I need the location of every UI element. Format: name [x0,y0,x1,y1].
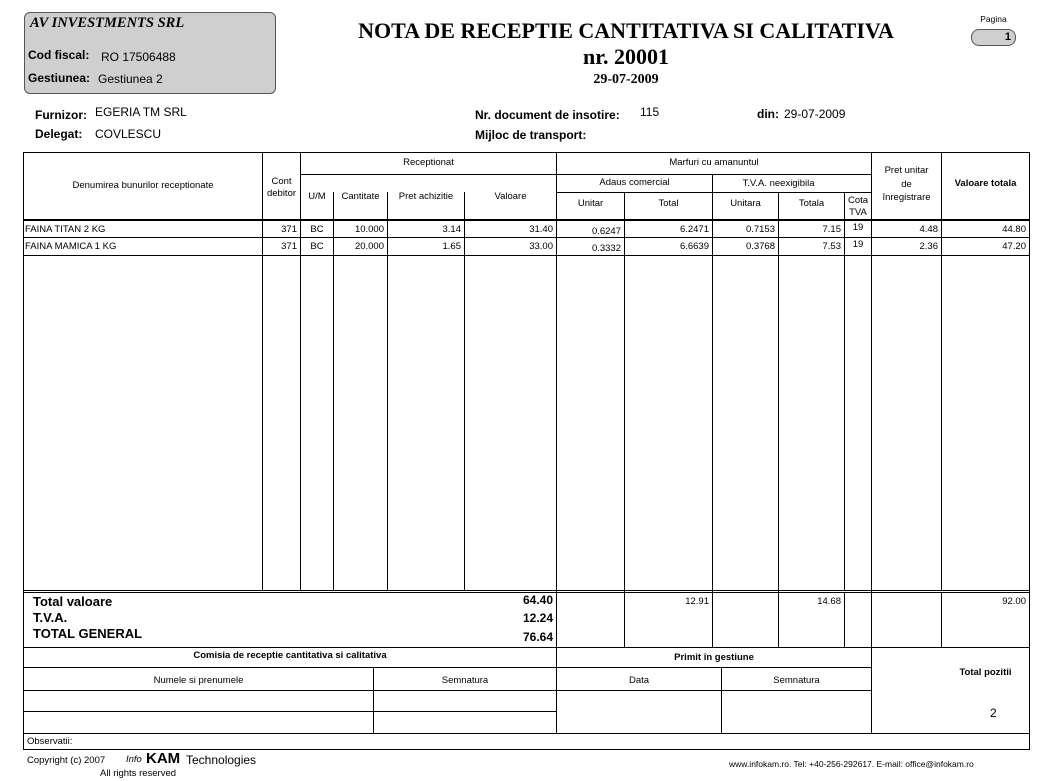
total-tva-value: 12.24 [522,611,553,625]
header-totala: Totala [798,198,825,209]
total-valoare-value: 64.40 [522,593,553,607]
row-pret-inreg: 2.36 [919,241,938,252]
total-adaos-value: 12.91 [685,596,709,607]
footer-rights: All rights reserved [100,768,177,779]
page-number: 1 [1004,31,1011,43]
header-pret-unitar-line3: înregistrare [882,192,931,203]
header-valoare-totala: Valoare totala [954,178,1017,189]
total-pozitii-label: Total pozitii [959,667,1012,678]
gestiune-value: Gestiunea 2 [98,72,163,86]
row-adaos-total: 6.6639 [679,241,709,252]
row-um: BC [310,241,324,252]
primit-data-header: Data [628,675,650,686]
header-pret-achizitie: Pret achizitie [398,191,454,202]
row-denumire: FAINA TITAN 2 KG [25,224,106,235]
row-pret: 3.14 [442,224,461,235]
row-um: BC [310,224,324,235]
primit-gestiune-title: Primit în gestiune [674,652,754,663]
commission-nume-header: Numele si prenumele [153,675,244,686]
row-pret-inreg: 4.48 [919,224,938,235]
row-tva-totala: 7.15 [822,224,841,235]
page-label: Pagina [980,14,1007,24]
total-valoare-totala-value: 92.00 [1002,596,1026,607]
delegat-value: COVLESCU [95,127,162,141]
furnizor-value: EGERIA TM SRL [95,105,187,119]
header-cont-line2: debitor [266,188,297,199]
row-tva-unitara: 0.3768 [745,241,775,252]
row-cantitate: 10.000 [354,224,384,235]
doc-label: Nr. document de insotire: [475,108,620,122]
row-denumire: FAINA MAMICA 1 KG [25,241,117,252]
row-adaos-total: 6.2471 [679,224,709,235]
footer-brand-tech: Technologies [186,753,257,767]
doc-value: 115 [640,105,660,119]
document-title: NOTA DE RECEPTIE CANTITATIVA SI CALITATIVA [358,18,894,43]
delegat-label: Delegat: [35,127,83,141]
row-valoare-totala: 47.20 [1002,241,1026,252]
header-cantitate: Cantitate [341,191,380,202]
total-general-label: TOTAL GENERAL [33,626,143,641]
commission-semnatura-header: Semnatura [441,675,489,686]
header-unitar: Unitar [577,198,604,209]
header-pret-unitar-line1: Pret unitar [884,165,929,176]
row-valoare: 31.40 [529,224,553,235]
footer-brand-info: Info [126,754,142,765]
row-cota: 19 [852,239,864,250]
footer-contact: www.infokam.ro. Tel: +40-256-292617. E-mail: office@infokam.ro [729,759,974,769]
header-denumire: Denumirea bunurilor receptionate [72,180,214,191]
gestiune-label: Gestiunea: [28,71,91,85]
mijloc-label: Mijloc de transport: [475,128,587,142]
row-valoare-totala: 44.80 [1002,224,1026,235]
row-cont: 371 [281,241,297,252]
row-pret: 1.65 [442,241,461,252]
header-valoare: Valoare [494,191,527,202]
total-tva-totala-value: 14.68 [817,596,841,607]
row-cantitate: 20.000 [354,241,384,252]
fiscal-value: RO 17506488 [101,50,176,64]
furnizor-label: Furnizor: [35,108,87,122]
row-valoare: 33.00 [529,241,553,252]
primit-semnatura-header: Semnatura [773,675,820,686]
header-cota-line2: TVA [849,207,867,218]
header-um: U/M [308,191,326,202]
header-unitara: Unitara [730,198,761,209]
document-number: nr. 20001 [583,44,669,69]
header-receptionat: Receptionat [403,157,454,168]
total-general-value: 76.64 [522,630,553,644]
row-cont: 371 [281,224,297,235]
header-cota-line1: Cota [847,195,869,206]
total-valoare-label: Total valoare [33,594,113,609]
document-date: 29-07-2009 [593,72,659,87]
row-tva-unitara: 0.7153 [745,224,775,235]
commission-title: Comisia de receptie cantitativa si calitativa [193,650,387,661]
row-tva-totala: 7.53 [822,241,841,252]
header-pret-unitar-line2: de [901,179,912,190]
row-adaos-unitar: 0.3332 [591,243,621,254]
header-cont-line1: Cont [271,176,292,187]
din-value: 29-07-2009 [784,107,846,121]
observatii-label: Observatii: [27,736,73,747]
header-tva-neexigibila: T.V.A. neexigibila [742,178,815,189]
din-label: din: [757,107,779,121]
total-pozitii-value: 2 [990,706,997,720]
company-name: AV INVESTMENTS SRL [30,15,185,31]
row-adaos-unitar: 0.6247 [591,226,621,237]
fiscal-label: Cod fiscal: [28,48,90,62]
header-total: Total [658,198,679,209]
header-marfuri: Marfuri cu amanuntul [669,157,759,168]
total-tva-label: T.V.A. [33,610,68,625]
row-cota: 19 [852,222,864,233]
footer-copyright: Copyright (c) 2007 [27,755,106,766]
footer-brand-kam: KAM [146,750,181,767]
header-adaos: Adaus comercial [599,177,670,188]
